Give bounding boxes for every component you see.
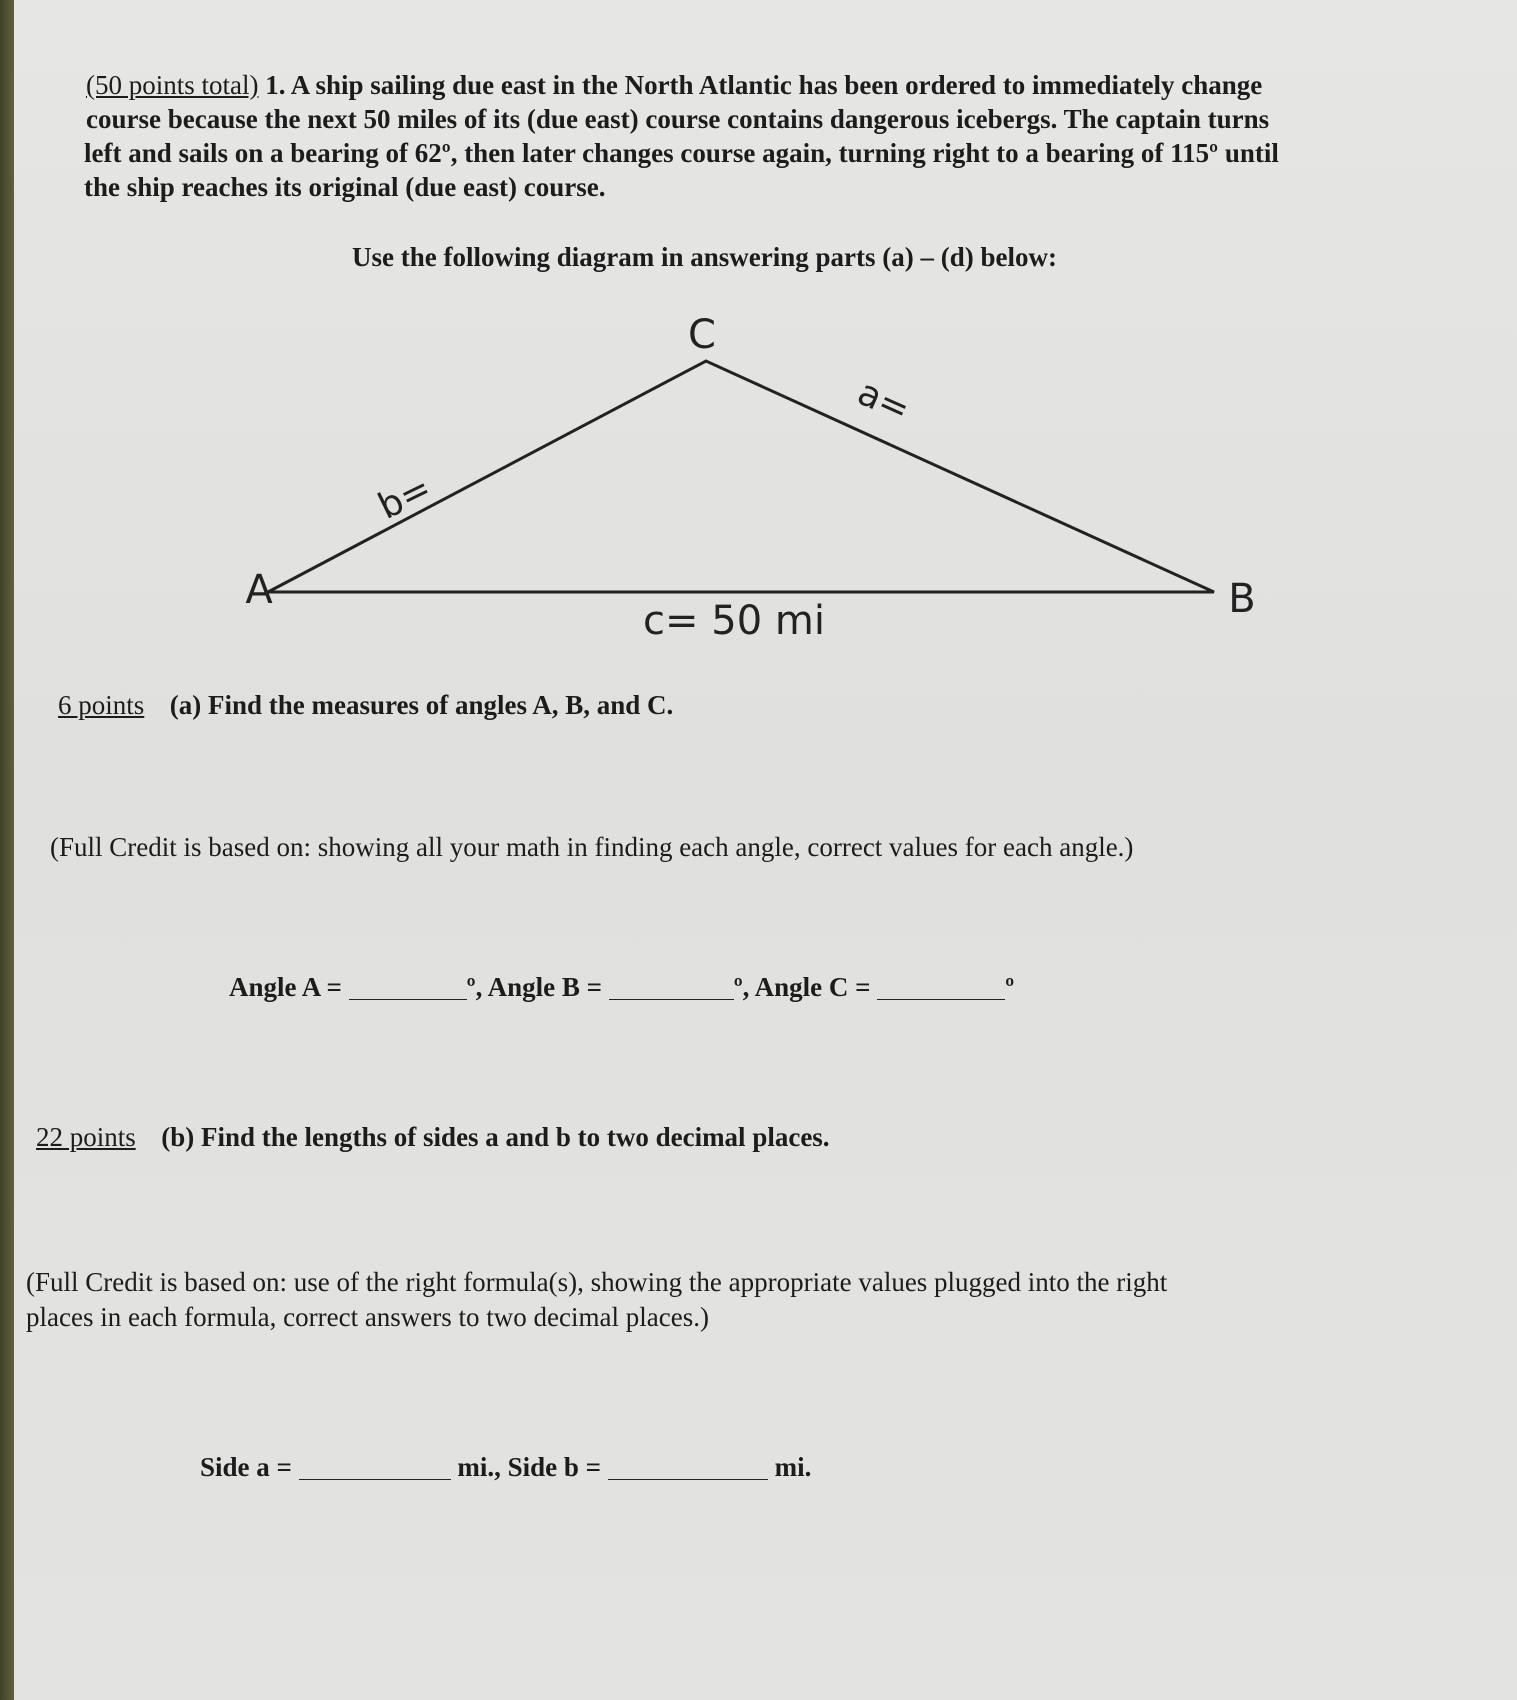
part-b-credit-note-1: (Full Credit is based on: use of the right formula(s), showing the appropriate values plugged into the right <box>26 1267 1168 1297</box>
angle-answer-row <box>229 970 1014 1004</box>
vertex-c-label: C <box>688 312 716 358</box>
part-a-points: 6 points <box>58 690 145 720</box>
angle-a-blank[interactable] <box>349 973 467 1000</box>
problem-line-2: course because the next 50 miles of its (due east) course contains dangerous icebergs. The captain turns <box>86 104 1270 134</box>
part-b-heading <box>36 1120 830 1154</box>
part-a-credit-note: (Full Credit is based on: showing all your math in finding each angle, correct values for each angle.) <box>50 832 1134 862</box>
problem-line-4: the ship reaches its original (due east) course. <box>84 172 606 202</box>
angle-b-label: º, Angle B = <box>466 972 602 1002</box>
side-answer-row <box>200 1450 811 1484</box>
problem-text-1: 1. A ship sailing due east in the North Atlantic has been ordered to immediately change <box>265 70 1263 100</box>
part-a-heading <box>58 688 673 722</box>
side-a-blank[interactable] <box>299 1453 451 1480</box>
side-c-label: c= 50 mi <box>643 598 825 644</box>
angle-a-label: Angle A = <box>229 972 342 1002</box>
part-a-question: (a) Find the measures of angles A, B, and C. <box>169 690 674 720</box>
side-b-label: b= <box>372 467 438 528</box>
triangle-diagram <box>14 0 1517 700</box>
part-b-question: (b) Find the lengths of sides a and b to two decimal places. <box>161 1122 830 1152</box>
side-b-answer-label: mi., Side b = <box>457 1452 602 1482</box>
part-b-points: 22 points <box>36 1122 136 1152</box>
side-b-blank[interactable] <box>608 1453 768 1480</box>
angle-c-blank[interactable] <box>877 973 1005 1000</box>
vertex-b-label: B <box>1228 576 1256 622</box>
angle-b-blank[interactable] <box>609 973 734 1000</box>
angle-c-degree: º <box>1005 972 1015 1002</box>
side-a-label: a= <box>851 372 916 431</box>
vertex-a-label: A <box>245 567 273 613</box>
worksheet-page <box>14 0 1517 1700</box>
angle-c-label: º, Angle C = <box>733 972 871 1002</box>
diagram-instruction: Use the following diagram in answering parts (a) – (d) below: <box>352 242 1057 272</box>
side-b-unit: mi. <box>774 1452 812 1482</box>
total-points-label: (50 points total) <box>86 70 259 100</box>
side-a-answer-label: Side a = <box>200 1452 292 1482</box>
part-b-credit-note-2: places in each formula, correct answers to two decimal places.) <box>26 1302 709 1332</box>
problem-line-3: left and sails on a bearing of 62º, then later changes course again, turning right to a bearing of 115º until <box>84 138 1279 168</box>
